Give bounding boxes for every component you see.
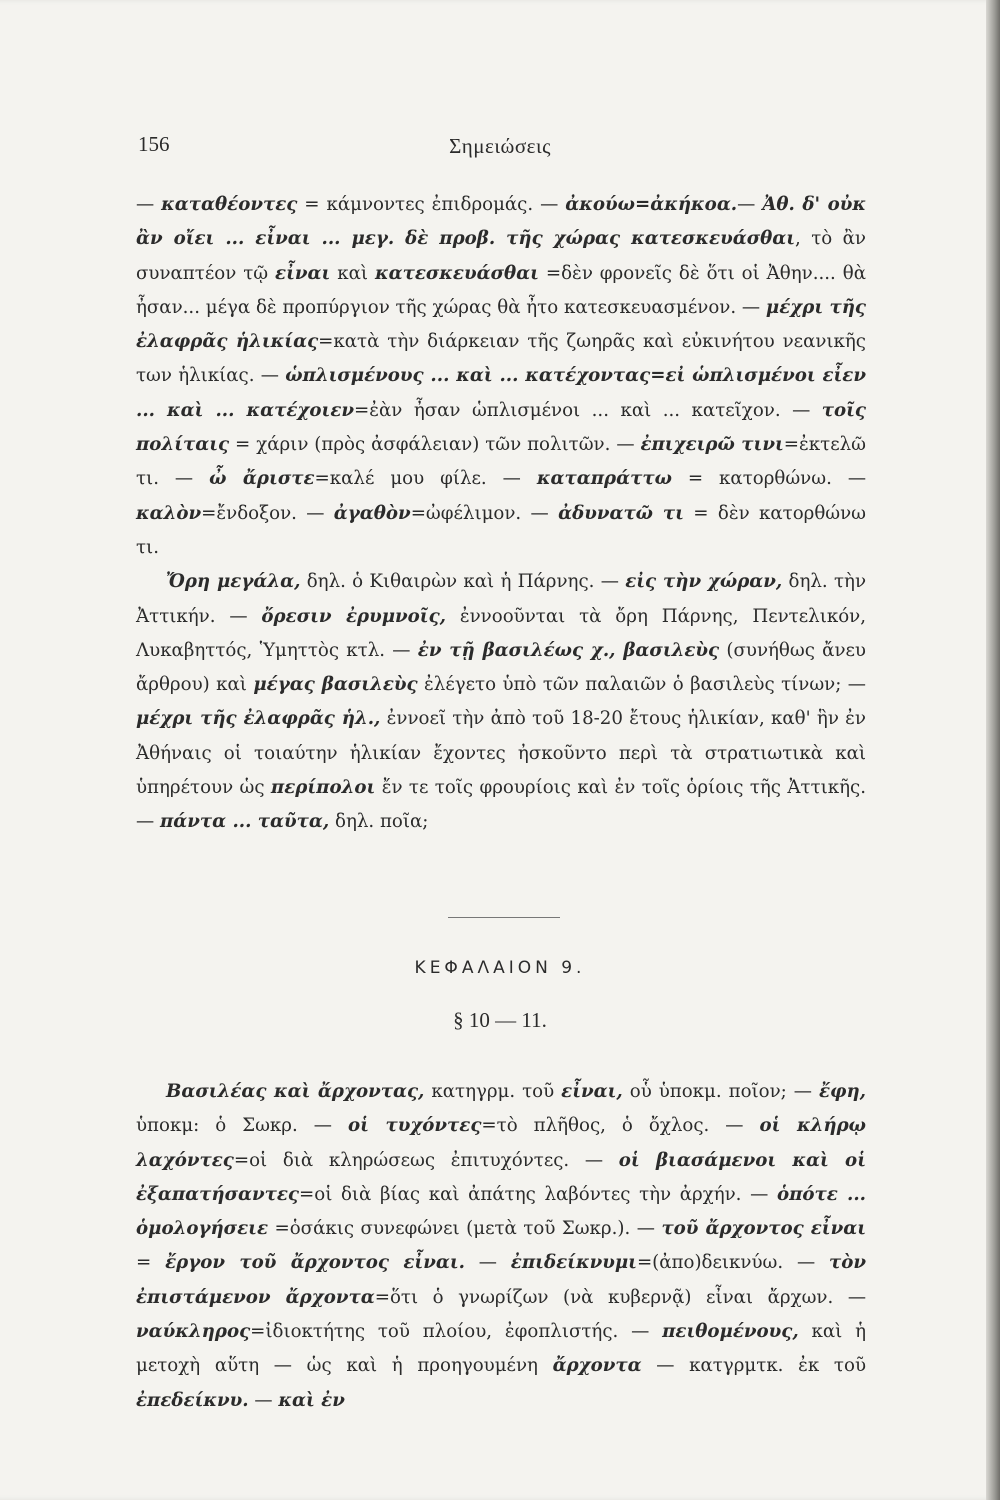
gloss-text: ὑποκμ: ὁ Σωκρ. —: [136, 1115, 348, 1137]
lemma-term: τοῖς πολίταις: [136, 399, 867, 456]
chapter-title: ΚΕΦΑΛΑΙΟΝ 9.: [414, 958, 586, 978]
gloss-text: ἐλέγετο ὑπὸ τῶν παλαιῶν ὁ βασιλεὺς τίνων; —: [417, 674, 866, 696]
lemma-term: καταθέοντες: [161, 194, 298, 215]
gloss-text: =ἐὰν ἦσαν ὡπλισμένοι ... καὶ ... κατεῖχον. —: [354, 399, 822, 421]
gloss-text: =δὲν φρονεῖς δὲ ὅτι οἱ Ἀθην.... θὰ ἦσαν... μέγα δὲ προπύργιον τῆς χώρας θὰ ἦτο κατεσκευασμένον. —: [136, 262, 866, 318]
lemma-term: εἰς τὴν χώραν,: [625, 571, 783, 593]
page-header: [118, 132, 882, 162]
lemma-term: ἄρχοντα: [552, 1355, 642, 1377]
gloss-text: =ἰδιοκτήτης τοῦ πλοίου, ἐφοπλιστής. —: [250, 1321, 663, 1343]
gloss-text: —: [737, 194, 763, 215]
lemma-term: εἶναι,: [561, 1081, 623, 1102]
lemma-term: μέχρι τῆς ἐλαφρᾶς ἡλικίας: [136, 296, 866, 353]
gloss-text: ἔν τε τοῖς φρουρίοις καὶ ἐν τοῖς ὁρίοις τῆς Ἀττικῆς. —: [136, 777, 866, 833]
lemma-term: ὄρεσιν ἐρυμνοῖς,: [261, 605, 446, 627]
lemma-term: οἱ κλήρῳ λαχόντες: [136, 1115, 866, 1171]
gloss-text: = κατορθώνω. —: [671, 468, 867, 490]
notes-bottom-section: [136, 1075, 866, 1418]
gloss-text: =ἔνδοξον. —: [201, 502, 334, 524]
lemma-term: καὶ ἐν: [278, 1389, 345, 1411]
section-mark: § 10 — 11.: [453, 1008, 547, 1032]
gloss-text: καὶ: [330, 262, 375, 284]
paragraph: [136, 565, 866, 839]
lemma-term: ναύκληρος: [136, 1321, 251, 1343]
gloss-text: —: [248, 1389, 279, 1411]
lemma-term: ἐπιδείκνυμι: [510, 1252, 637, 1274]
lemma-term: περίπολοι: [270, 777, 376, 799]
lemma-term: ἀκούω=ἀκήκοα.: [565, 194, 738, 215]
lemma-term: Βασιλέας καὶ ἄρχοντας,: [166, 1081, 425, 1102]
lemma-term: Ὄρη μεγάλα,: [166, 571, 301, 593]
lemma-term: ὡπλισμένους ... καὶ ... κατέχοντας=εἰ ὡπλισμένοι εἶεν ... καὶ ... κατέχοιεν: [136, 365, 866, 421]
gloss-text: —: [136, 194, 162, 215]
gloss-text: ἐννοοῦνται τὰ ὄρη Πάρνης, Πεντελικόν, Λυκαβηττός, Ὑμηττὸς κτλ. —: [136, 605, 866, 661]
lemma-term: οἱ βιασάμενοι καὶ οἱ ἐξαπατήσαντες: [136, 1149, 866, 1205]
gloss-text: =οἱ διὰ κληρώσεως ἐπιτυχόντες. —: [233, 1149, 619, 1171]
section-divider: [448, 917, 560, 918]
lemma-term: μέγας βασιλεὺς: [253, 674, 418, 696]
gloss-text: =ὠφέλιμον. —: [410, 502, 559, 524]
gloss-text: δηλ. ποῖα;: [329, 811, 429, 833]
gloss-text: καὶ ἡ μετοχὴ αὕτη — ὡς καὶ ἡ προηγουμένη: [136, 1321, 866, 1377]
gloss-text: =ἐκτελῶ τι. —: [136, 434, 866, 490]
gloss-text: =: [136, 1252, 166, 1274]
gloss-text: = κάμνοντες ἐπιδρομάς. —: [297, 194, 566, 215]
gloss-text: κατηγρμ. τοῦ: [424, 1081, 562, 1102]
notes-top-section: [136, 188, 866, 840]
gloss-text: δηλ. τὴν Ἀττικήν. —: [136, 571, 866, 627]
lemma-term: τοῦ ἄρχοντος εἶναι: [661, 1218, 867, 1240]
lemma-term: ἐπεδείκνυ.: [136, 1389, 249, 1411]
lemma-term: τὸν ἐπιστάμενον ἄρχοντα: [136, 1252, 866, 1308]
paragraph: [136, 188, 866, 565]
lemma-term: ἐν τῇ βασιλέως χ., βασιλεὺς: [417, 639, 720, 661]
page-edge-shadow: [986, 0, 1000, 1500]
gloss-text: ἐννοεῖ τὴν ἀπὸ τοῦ 18-20 ἔτους ἡλικίαν, καθ' ἣν ἐν Ἀθήναις οἱ τοιαύτην ἡλικίαν ἔχοντες ἠσκοῦντο περὶ τὰ στρατιωτικὰ καὶ ὑπηρέτουν ὡς: [136, 708, 866, 799]
lemma-term: κατεσκευάσθαι: [374, 262, 539, 284]
gloss-text: (συνήθως ἄνευ ἄρθρου) καὶ: [136, 639, 866, 696]
gloss-text: =τὸ πλῆθος, ὁ ὄχλος. —: [481, 1115, 760, 1137]
lemma-term: πειθομένους,: [662, 1321, 799, 1343]
gloss-text: — κατγρμτκ. ἐκ τοῦ: [641, 1355, 866, 1377]
gloss-text: = χάριν (πρὸς ἀσφάλειαν) τῶν πολιτῶν. —: [229, 434, 641, 456]
lemma-term: ἔφη,: [818, 1081, 867, 1102]
gloss-text: =καλέ μου φίλε. —: [314, 468, 537, 490]
gloss-text: = δὲν κατορθώνω τι.: [136, 502, 867, 558]
gloss-text: —: [464, 1252, 511, 1274]
running-head: Σημειώσεις: [449, 134, 551, 158]
paragraph: [136, 1075, 866, 1418]
lemma-term: ἐπιχειρῶ τινι: [640, 434, 784, 456]
gloss-text: =ὁσάκις συνεφώνει (μετὰ τοῦ Σωκρ.). —: [268, 1218, 662, 1240]
lemma-term: ἔργον τοῦ ἄρχοντος εἶναι.: [165, 1252, 465, 1274]
page-number: 156: [138, 132, 170, 156]
gloss-text: =οἱ διὰ βίας καὶ ἀπάτης λαβόντες τὴν ἀρχήν. —: [299, 1183, 777, 1205]
lemma-term: καλὸν: [136, 502, 202, 524]
lemma-term: οἱ τυχόντες: [347, 1115, 482, 1137]
gloss-text: =(ἀπο)δεικνύω. —: [636, 1252, 829, 1274]
lemma-term: μέχρι τῆς ἐλαφρᾶς ἡλ.,: [136, 708, 381, 730]
gloss-text: =κατὰ τὴν διάρκειαν τῆς ζωηρᾶς καὶ εὐκινήτου νεανικῆς των ἡλικίας. —: [136, 331, 866, 387]
lemma-term: ὦ ἄριστε: [209, 468, 315, 490]
gloss-text: , τὸ ἂν συναπτέον τῷ: [136, 228, 866, 284]
gloss-text: οὗ ὑποκμ. ποῖον; —: [622, 1081, 819, 1102]
lemma-term: Ἀθ. δ' οὐκ ἂν οἴει ... εἶναι ... μεγ. δὲ προβ. τῆς χώρας κατεσκευάσθαι: [136, 194, 866, 250]
lemma-term: ἀγαθὸν: [333, 502, 411, 524]
lemma-term: καταπράττω: [536, 468, 672, 490]
lemma-term: ἀδυνατῶ τι: [558, 502, 684, 524]
lemma-term: πάντα ... ταῦτα,: [159, 811, 330, 833]
lemma-term: ὁπότε ... ὁμολογήσειε: [136, 1183, 866, 1240]
gloss-text: =ὅτι ὁ γνωρίζων (νὰ κυβερνᾷ) εἶναι ἄρχων. —: [374, 1286, 867, 1308]
gloss-text: δηλ. ὁ Κιθαιρὼν καὶ ἡ Πάρνης. —: [300, 571, 626, 593]
lemma-term: εἶναι: [275, 262, 331, 284]
